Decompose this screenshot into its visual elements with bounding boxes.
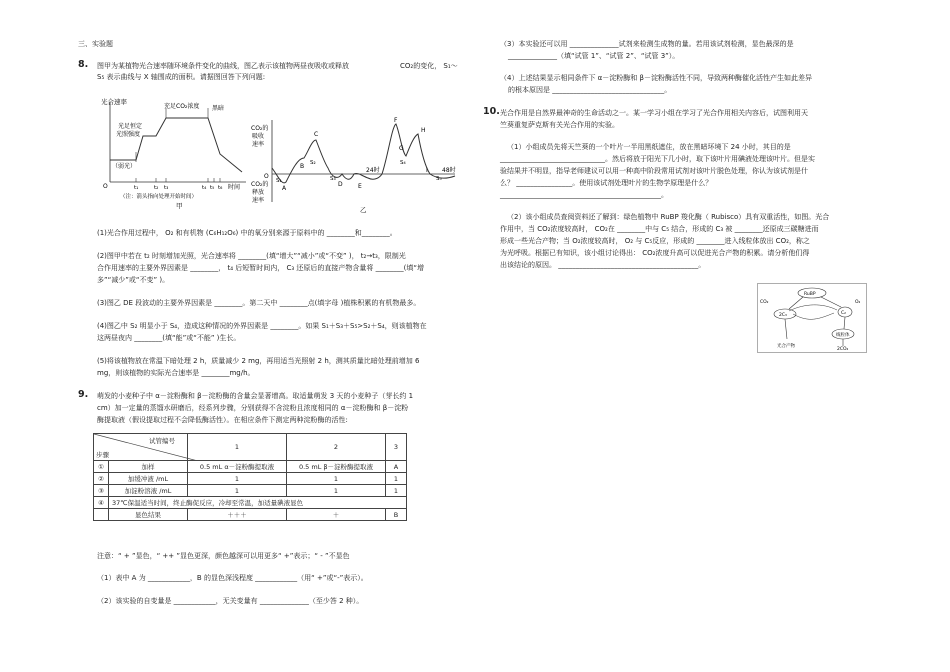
- table-result-label: 显色结果: [109, 509, 188, 521]
- fig-a-ylabel: 光合速率: [101, 98, 127, 106]
- q8-part3: (3)图乙 DE 段波动的主要外界因素是 ________。第二天中 ________点(填字母 )植株积累的有机物最多。: [97, 299, 421, 307]
- diagram-co2-in: CO₂: [760, 300, 769, 305]
- fig-b-name: 乙: [360, 206, 367, 214]
- table-corner-cell: [94, 434, 188, 461]
- section-title: 三、实验题: [78, 40, 113, 48]
- fig-a-t2: t₂: [154, 185, 159, 191]
- table-cell: 1: [386, 485, 407, 497]
- q9-sub3-line2: ______________（填“试管 1”、“试管 2”、“试管 3”）。: [508, 52, 680, 60]
- q10-part2-line1: （2）该小组成员查阅资料还了解到：绿色植物中 RuBP 羧化酶（ Rubisco）具有双重活性，如图。光合: [507, 213, 830, 221]
- table-step-name: 加淀粉溶液 /mL: [109, 485, 188, 497]
- table-row: [94, 497, 407, 509]
- fig-b-ylabel3: 速率: [252, 141, 265, 148]
- fig-b-point-c: C: [314, 131, 319, 138]
- fig-a-t5: t₅: [210, 185, 215, 191]
- fig-a-t3: t₃: [164, 185, 169, 191]
- fig-b-ylabel1: CO₂的: [251, 125, 269, 132]
- table-cell: 0.5 mL α－淀粉酶提取液: [188, 461, 287, 473]
- fig-b-s3: S₃: [330, 176, 336, 182]
- fig-a-note4: 黑暗: [212, 105, 225, 112]
- table-cell: 1: [287, 485, 386, 497]
- q9-number: 9.: [78, 389, 89, 400]
- table-col-header: 1: [188, 434, 287, 461]
- fig-b-s1: S₁: [276, 178, 282, 184]
- q10-stem-line1: 光合作用是自然界最神奇的生命活动之一。某一学习小组在学习了光合作用相关内容后，试图利用天: [500, 109, 808, 117]
- diagram-2c3: 2C₃: [779, 313, 787, 318]
- table-row: [94, 485, 407, 497]
- diagram-rubp: RuBP: [804, 292, 816, 297]
- fig-a-caption: （注：箭头指向处理开始时间）: [120, 194, 198, 200]
- table-header-left: 步骤: [96, 451, 109, 459]
- q8-part5-line2: mg，则该植物的实际光合速率是 ________mg/h。: [97, 369, 255, 377]
- table-col-header: 3: [386, 434, 407, 461]
- q10-part2-line3: 形成一些光合产物；当 O₂浓度较高时， O₂ 与 C₅反应，形成的 ________进入线粒体放出 CO₂，称之: [500, 237, 810, 245]
- table-cell: 1: [188, 485, 287, 497]
- table-row: [94, 473, 407, 485]
- q10-part2-line5: 出该结论的原因。 ________________________________________。: [500, 261, 706, 269]
- q8-stem-line2: S₅ 表示曲线与 X 轴围成的面积。请据图回答下列问题:: [97, 73, 266, 81]
- q8-part2-line1: (2)图甲中若在 t₂ 时刻增加光照，光合速率将 ________(填“增大”“减小”或“不变” )， t₂→t₃，限制光: [97, 252, 406, 260]
- q8-number: 8.: [78, 59, 89, 70]
- table-cell: 1: [188, 473, 287, 485]
- q9-sub1: （1）表中 A 为 ____________，B 的显色深浅程度 ____________（用“ +”或“-”表示）。: [97, 574, 368, 582]
- fig-a-t1: t₁: [134, 185, 139, 191]
- fig-b-origin: O: [264, 173, 269, 180]
- figure-a-light-curve: [96, 96, 256, 216]
- table-result-cell: B: [386, 509, 407, 521]
- table-row: [94, 461, 407, 473]
- q10-part1-line4: 么？ ________________。使用该试剂处理叶片的生物学原理是什么？: [500, 179, 713, 187]
- fig-b-s5: S₅: [436, 176, 442, 182]
- fig-a-t6: t₆: [218, 185, 223, 191]
- fig-b-point-e: E: [358, 183, 362, 190]
- fig-b-point-a: A: [282, 185, 287, 192]
- fig-b-point-b: B: [300, 163, 305, 170]
- fig-a-note2: 光照强度: [116, 131, 141, 138]
- fig-b-ylabel4: CO₂的: [251, 181, 269, 188]
- fig-b-t48: 48时: [442, 167, 456, 174]
- q10-number: 10.: [483, 106, 500, 117]
- q10-part2-line4: 为光呼吸。根据已有知识，该小组讨论得出： CO₂浓度升高可以促进光合产物的积累。请分析他们得: [500, 249, 810, 257]
- q9-stem-line3: 酶提取液（假设提取过程不会降低酶活性）。在相应条件下测定两种淀粉酶的活性:: [97, 416, 348, 424]
- table-header-top: 试管编号: [149, 437, 175, 445]
- diagram-mito: 线粒体: [836, 333, 850, 338]
- fig-b-t24: 24时: [366, 167, 380, 174]
- table-step: ③: [94, 485, 109, 497]
- q10-stem-line2: 竺葵重复萨克斯有关光合作用的实验。: [500, 121, 619, 129]
- rubisco-diagram: [757, 283, 867, 353]
- table-result-cell: ＋: [287, 509, 386, 521]
- q10-part2-line2: 作用中，当 CO₂浓度较高时， CO₂在 ________中与 C₅ 结合，形成的 C₃ 被 ________还原成三碳糖进而: [500, 225, 819, 233]
- q10-part1-line2: ______________________________。然后将放于阳光下几小时，取下该叶片用碘液处理该叶片。但是实: [500, 155, 815, 163]
- table-step: ①: [94, 461, 109, 473]
- figure-b-co2-curve: [250, 116, 465, 216]
- fig-a-note5: （弱光）: [112, 163, 137, 170]
- diagram-products: 光合产物: [777, 344, 795, 349]
- table-result-cell: ＋＋＋: [188, 509, 287, 521]
- fig-b-ylabel5: 释放: [252, 189, 265, 196]
- fig-b-point-d: D: [338, 181, 343, 188]
- q9-sub4-line2: 的根本原因是 ________________________________。: [508, 86, 672, 94]
- corner-diagonal: [94, 434, 198, 461]
- q8-part2-line2: 合作用速率的主要外界因素是 ________， t₄ 后短暂时间内， C₃ 还原后的直接产物含量将 ________(填“增: [97, 264, 424, 272]
- q9-stem-line2: cm）加一定量的蒸馏水研磨后，经系列步骤，分别获得不含淀粉且浓度相同的 α－淀粉酶和 β－淀粉: [97, 404, 409, 412]
- table-cell: 0.5 mL β－淀粉酶提取液: [287, 461, 386, 473]
- table-merged-step: 37℃保温适当时间，终止酶促反应，冷却至常温，加适量碘液显色: [109, 497, 407, 509]
- table-header-row: [94, 434, 407, 461]
- table-step-name: 加样: [109, 461, 188, 473]
- experiment-table: [93, 433, 407, 521]
- fig-b-ylabel2: 吸收: [252, 133, 265, 140]
- q8-part5-line1: (5)将该植物放在常温下暗处理 2 h，质量减少 2 mg，再用适当光照射 2 h，测其质量比暗处理前增加 6: [97, 357, 420, 365]
- table-step: ②: [94, 473, 109, 485]
- q8-part1: (1)光合作用过程中， O₂ 和有机物 (C₆H₁₂O₆) 中的氧分别来源于原料中的 ________和________。: [97, 229, 397, 237]
- table-row: [94, 509, 407, 521]
- q8-part2-line3: 多”“减少”或“不变” )。: [97, 276, 170, 284]
- table-cell: A: [386, 461, 407, 473]
- q10-part1-line3: 验结果并不明显，指导老师建议可以用一种高中阶段常用试剂对该叶片脱色处理，你认为该试剂是什: [500, 167, 808, 175]
- fig-b-s4: S₄: [400, 160, 406, 166]
- q9-stem-line1: 萌发的小麦种子中 α－淀粉酶和 β－淀粉酶的含量会显著增高。取适量萌发 3 天的小麦种子（芽长约 1: [97, 392, 414, 400]
- fig-a-t4: t₄: [202, 185, 207, 191]
- fig-b-ylabel6: 速率: [252, 197, 265, 204]
- q8-part4-line1: (4)图乙中 S₂ 明显小于 S₄，造成这种情况的外界因素是 ________。如果 S₁＋S₃＋S₅>S₂＋S₄，则该植物在: [97, 322, 427, 330]
- q9-sub4-line1: （4）上述结果显示相同条件下 α－淀粉酶和 β－淀粉酶活性不同，导致两种酶催化活性产生如此差异: [500, 74, 812, 82]
- table-cell: 1: [287, 473, 386, 485]
- diagram-o2-in: O₂: [855, 300, 861, 305]
- fig-a-xlabel: 时间: [228, 184, 241, 191]
- q8-part4-line2: 这两昼夜内 ________(填“能”或“不能” )生长。: [97, 334, 241, 342]
- fig-b-point-f: F: [394, 117, 398, 124]
- fig-b-point-h: H: [421, 127, 426, 134]
- table-cell: 1: [386, 473, 407, 485]
- fig-b-point-g: G: [399, 145, 404, 152]
- q9-sub2: （2）该实验的自变量是 ____________，无关变量有 ______________（至少答 2 种）。: [97, 597, 364, 605]
- fig-a-name: 甲: [176, 202, 183, 210]
- q9-note: 注意：“ + ”显色，“ ++ ”显色更深，颜色越深可以用更多“ +”表示；“ - ”不显色: [97, 552, 350, 560]
- table-step-name: 加缓冲液 /mL: [109, 473, 188, 485]
- fig-a-origin: O: [103, 183, 108, 190]
- fig-b-s2: S₂: [310, 160, 316, 166]
- q9-sub3-line1: （3）本实验还可以用 ______________试剂来检测生成物的量。若用该试剂检测，显色最深的是: [500, 40, 794, 48]
- table-col-header: 2: [287, 434, 386, 461]
- diagram-c2: C₂: [841, 311, 846, 316]
- fig-a-note3: 充足CO₂浓度: [164, 103, 200, 110]
- q8-stem-line1b: CO₂的变化， S₁～: [400, 62, 458, 70]
- diagram-2co2: 2CO₂: [837, 347, 849, 352]
- table-step: ④: [94, 497, 109, 509]
- q10-part1-line5: ______________________________________________。: [500, 191, 668, 199]
- q8-stem-line1: 图甲为某植物光合速率随环境条件变化的曲线，图乙表示该植物两昼夜吸收或释放: [97, 62, 349, 70]
- fig-b-point-i: I: [426, 167, 428, 174]
- q10-part1-line1: （1）小组成员先将天竺葵的一个叶片一半用黑纸遮住，放在黑暗环境下 24 小时，其目的是: [507, 143, 791, 151]
- fig-a-note1: 光足恒定: [118, 123, 143, 130]
